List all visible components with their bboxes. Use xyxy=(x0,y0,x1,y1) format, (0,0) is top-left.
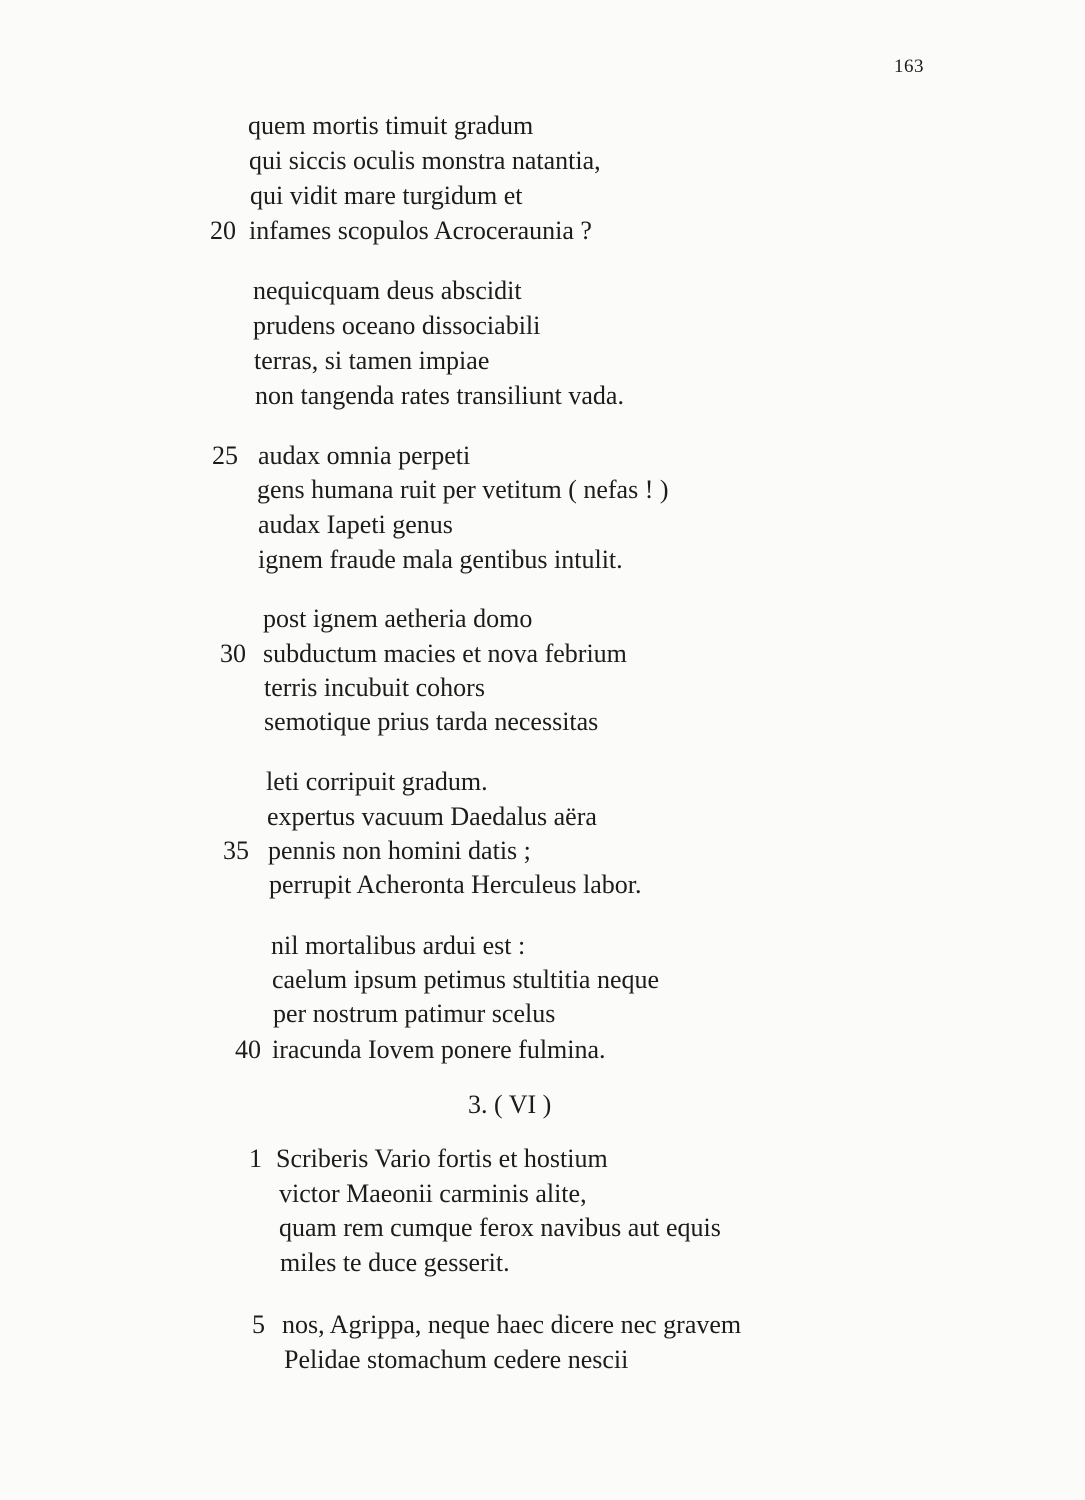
line-number: 20 xyxy=(210,216,236,245)
verse-line: Scriberis Vario fortis et hostium xyxy=(276,1144,608,1173)
line-number: 30 xyxy=(220,639,246,668)
verse-line: iracunda Iovem ponere fulmina. xyxy=(272,1035,606,1064)
verse-line: expertus vacuum Daedalus aëra xyxy=(267,802,597,831)
verse-line: nequicquam deus abscidit xyxy=(253,276,522,305)
verse-line: terras, si tamen impiae xyxy=(254,346,490,375)
ode-heading: 3. ( VI ) xyxy=(468,1090,552,1119)
verse-line: victor Maeonii carminis alite, xyxy=(279,1179,587,1208)
verse-line: non tangenda rates transiliunt vada. xyxy=(255,381,624,410)
verse-line: audax Iapeti genus xyxy=(258,510,453,539)
verse-line: post ignem aetheria domo xyxy=(263,604,533,633)
verse-line: prudens oceano dissociabili xyxy=(253,311,541,340)
verse-line: per nostrum patimur scelus xyxy=(273,999,556,1028)
verse-line: miles te duce gesserit. xyxy=(280,1248,510,1277)
verse-line: terris incubuit cohors xyxy=(264,673,485,702)
verse-line: nos, Agrippa, neque haec dicere nec gravem xyxy=(282,1310,742,1339)
verse-line: quem mortis timuit gradum xyxy=(248,111,534,140)
verse-line: subductum macies et nova febrium xyxy=(263,639,627,668)
verse-line: nil mortalibus ardui est : xyxy=(271,931,526,960)
verse-line: caelum ipsum petimus stultitia neque xyxy=(272,965,660,994)
verse-line: semotique prius tarda necessitas xyxy=(264,707,599,736)
line-number: 5 xyxy=(252,1310,265,1339)
line-number: 1 xyxy=(249,1144,262,1173)
verse-line: gens humana ruit per vetitum ( nefas ! ) xyxy=(257,475,669,504)
verse-line: ignem fraude mala gentibus intulit. xyxy=(258,545,623,574)
verse-line: leti corripuit gradum. xyxy=(266,767,488,796)
line-number: 40 xyxy=(235,1035,261,1064)
page-number: 163 xyxy=(894,56,924,77)
verse-line: quam rem cumque ferox navibus aut equis xyxy=(279,1213,721,1242)
verse-line: infames scopulos Acroceraunia ? xyxy=(249,216,592,245)
verse-line: audax omnia perpeti xyxy=(258,441,471,470)
verse-line: pennis non homini datis ; xyxy=(268,836,531,865)
verse-line: Pelidae stomachum cedere nescii xyxy=(284,1345,629,1374)
line-number: 35 xyxy=(223,836,249,865)
verse-line: qui siccis oculis monstra natantia, xyxy=(249,146,601,175)
verse-line: perrupit Acheronta Herculeus labor. xyxy=(269,870,642,899)
verse-line: qui vidit mare turgidum et xyxy=(250,181,523,210)
line-number: 25 xyxy=(212,441,238,470)
